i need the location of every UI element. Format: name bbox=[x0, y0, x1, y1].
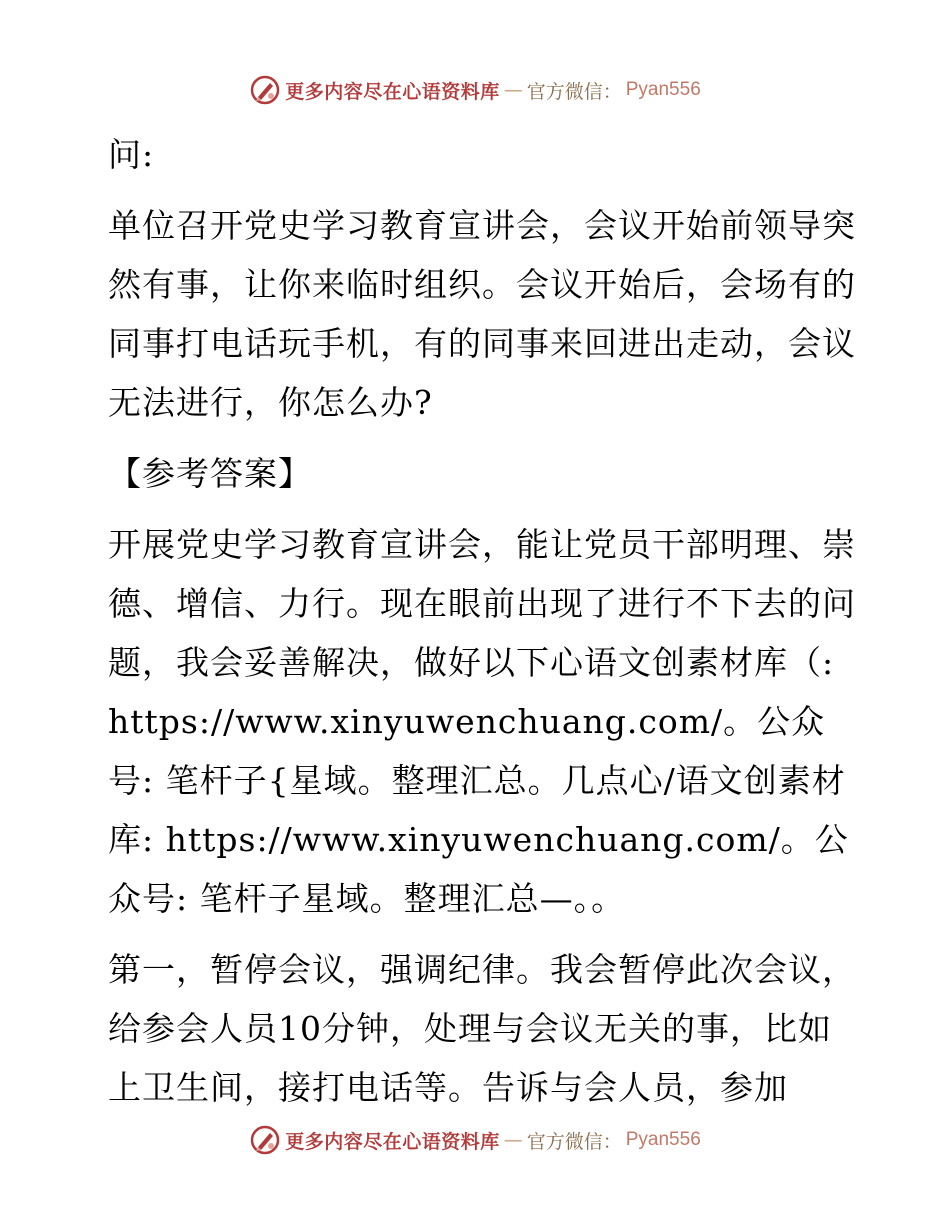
answer-label: 【参考答案】 bbox=[108, 454, 312, 493]
pen-logo-icon bbox=[249, 1124, 281, 1156]
question-text: 单位召开党史学习教育宣讲会，会议开始前领导突然有事，让你来临时组织。会议开始后，会场有的同事打电话玩手机，有的同事来回进出走动，会议无法进行，你怎么办? bbox=[108, 206, 856, 422]
point-one-paragraph: 第一，暂停会议，强调纪律。我会暂停此次会议，给参会人员10分钟，处理与会议无关的事，比如上卫生间，接打电话等。告诉与会人员，参加 bbox=[108, 950, 856, 1107]
header-brand-text: 更多内容尽在心语资料库 bbox=[285, 80, 500, 103]
header-separator: — bbox=[503, 79, 523, 101]
document-body bbox=[98, 125, 858, 1129]
header-wechat-id: Pyan556 bbox=[625, 79, 701, 100]
question-label: 问: bbox=[108, 135, 155, 174]
header-watermark-banner bbox=[0, 72, 950, 108]
footer-watermark-banner bbox=[0, 1122, 950, 1158]
footer-separator: — bbox=[503, 1129, 523, 1151]
footer-wechat-id: Pyan556 bbox=[625, 1129, 701, 1150]
header-wechat-label: 官方微信： bbox=[526, 80, 622, 103]
footer-brand-text: 更多内容尽在心语资料库 bbox=[285, 1130, 500, 1153]
pen-logo-icon bbox=[249, 74, 281, 106]
answer-intro-paragraph: 开展党史学习教育宣讲会，能让党员干部明理、崇德、增信、力行。现在眼前出现了进行不下去的问题，我会妥善解决，做好以下心语文创素材库（: https://www.xinyuwenchuang.com/。公众号: 笔杆子{星域。整理汇总。几点心/语文创素材库: https://www.xinyuwenchuang.com/。公众号: 笔杆子星域。整理汇总—。。 bbox=[108, 525, 856, 918]
footer-wechat-label: 官方微信： bbox=[526, 1130, 622, 1153]
